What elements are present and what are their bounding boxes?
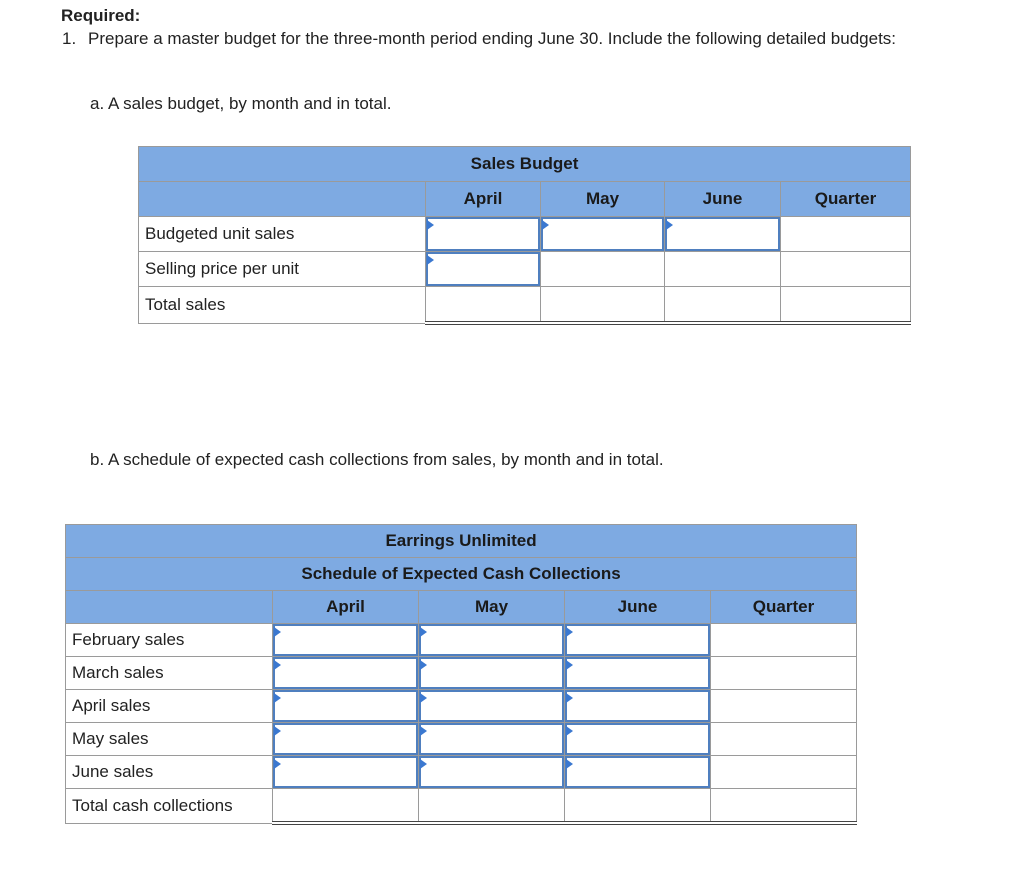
cell-total-april bbox=[273, 789, 419, 824]
cell-unit-sales-quarter bbox=[781, 217, 911, 252]
input-apr-may[interactable] bbox=[419, 690, 565, 723]
input-feb-may[interactable] bbox=[419, 624, 565, 657]
input-jun-april[interactable] bbox=[273, 756, 419, 789]
cell-total-june bbox=[565, 789, 711, 824]
row-label-total-sales: Total sales bbox=[139, 287, 426, 324]
input-unit-sales-april[interactable] bbox=[426, 217, 541, 252]
cell-selling-price-quarter bbox=[781, 252, 911, 287]
row-label-selling-price: Selling price per unit bbox=[139, 252, 426, 287]
table-row bbox=[139, 217, 911, 252]
sales-budget-title: Sales Budget bbox=[139, 147, 911, 182]
col-header-june: June bbox=[565, 591, 711, 624]
cell-total-sales-may bbox=[541, 287, 665, 324]
col-header-quarter: Quarter bbox=[781, 182, 911, 217]
row-label-june-sales: June sales bbox=[66, 756, 273, 789]
row-label-march-sales: March sales bbox=[66, 657, 273, 690]
col-header-june: June bbox=[665, 182, 781, 217]
table-row bbox=[139, 252, 911, 287]
required-heading: Required: bbox=[61, 6, 141, 25]
cell-total-sales-quarter bbox=[781, 287, 911, 324]
company-name: Earrings Unlimited bbox=[66, 525, 857, 558]
header-blank bbox=[139, 182, 426, 217]
cell-total-quarter bbox=[711, 789, 857, 824]
header-blank bbox=[66, 591, 273, 624]
table-row bbox=[66, 624, 857, 657]
cell-apr-quarter bbox=[711, 690, 857, 723]
cell-total-sales-june bbox=[665, 287, 781, 324]
input-unit-sales-june[interactable] bbox=[665, 217, 781, 252]
row-label-february-sales: February sales bbox=[66, 624, 273, 657]
table-row bbox=[66, 756, 857, 789]
input-may-may[interactable] bbox=[419, 723, 565, 756]
input-jun-june[interactable] bbox=[565, 756, 711, 789]
input-mar-may[interactable] bbox=[419, 657, 565, 690]
input-unit-sales-may[interactable] bbox=[541, 217, 665, 252]
table-row bbox=[66, 789, 857, 824]
table-row bbox=[66, 690, 857, 723]
input-jun-may[interactable] bbox=[419, 756, 565, 789]
input-may-june[interactable] bbox=[565, 723, 711, 756]
cell-feb-quarter bbox=[711, 624, 857, 657]
row-label-budgeted-unit-sales: Budgeted unit sales bbox=[139, 217, 426, 252]
col-header-april: April bbox=[426, 182, 541, 217]
cell-total-sales-april bbox=[426, 287, 541, 324]
row-label-may-sales: May sales bbox=[66, 723, 273, 756]
input-apr-june[interactable] bbox=[565, 690, 711, 723]
part-b-instruction: b. A schedule of expected cash collections from sales, by month and in total. bbox=[90, 450, 664, 469]
sales-budget-table bbox=[138, 146, 911, 325]
part-a-instruction: a. A sales budget, by month and in total. bbox=[90, 94, 392, 113]
input-selling-price-april[interactable] bbox=[426, 252, 541, 287]
cell-selling-price-may bbox=[541, 252, 665, 287]
input-mar-april[interactable] bbox=[273, 657, 419, 690]
cell-mar-quarter bbox=[711, 657, 857, 690]
input-may-april[interactable] bbox=[273, 723, 419, 756]
table-row bbox=[66, 723, 857, 756]
instruction-text: Prepare a master budget for the three-month period ending June 30. Include the following detailed budgets: bbox=[88, 29, 897, 48]
row-label-total-cash-collections: Total cash collections bbox=[66, 789, 273, 824]
input-feb-june[interactable] bbox=[565, 624, 711, 657]
cell-may-quarter bbox=[711, 723, 857, 756]
item-number: 1. bbox=[62, 29, 77, 48]
cash-collections-table bbox=[65, 524, 857, 825]
cell-selling-price-june bbox=[665, 252, 781, 287]
table-row bbox=[139, 287, 911, 324]
input-feb-april[interactable] bbox=[273, 624, 419, 657]
row-label-april-sales: April sales bbox=[66, 690, 273, 723]
schedule-title: Schedule of Expected Cash Collections bbox=[66, 558, 857, 591]
col-header-april: April bbox=[273, 591, 419, 624]
col-header-may: May bbox=[419, 591, 565, 624]
col-header-quarter: Quarter bbox=[711, 591, 857, 624]
input-apr-april[interactable] bbox=[273, 690, 419, 723]
input-mar-june[interactable] bbox=[565, 657, 711, 690]
col-header-may: May bbox=[541, 182, 665, 217]
cell-jun-quarter bbox=[711, 756, 857, 789]
cell-total-may bbox=[419, 789, 565, 824]
table-row bbox=[66, 657, 857, 690]
